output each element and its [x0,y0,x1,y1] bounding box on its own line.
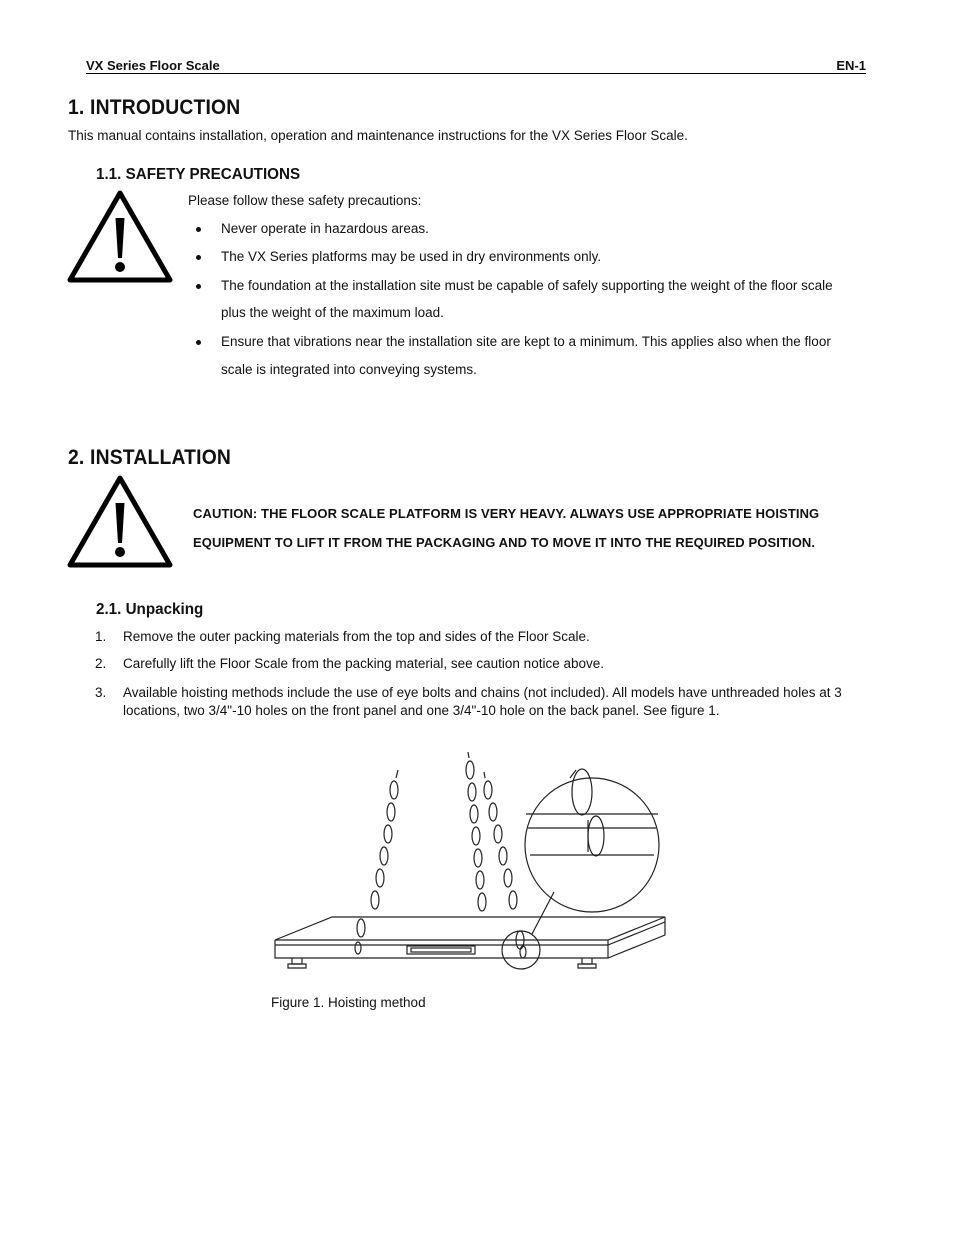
list-item-continuation: scale is integrated into conveying systems. [221,362,477,377]
step-text: Remove the outer packing materials from the top and sides of the Floor Scale. [123,629,590,644]
step-number: 1. [95,629,107,644]
safety-lead: Please follow these safety precautions: [188,193,422,208]
step-text: Carefully lift the Floor Scale from the packing material, see caution notice above. [123,656,604,671]
subsection-heading-safety: 1.1. SAFETY PRECAUTIONS [96,166,301,183]
subsection-heading-unpacking: 2.1. Unpacking [96,601,204,618]
section-heading-installation: 2. INSTALLATION [68,446,232,469]
bullet-marker [196,255,201,260]
header-divider [86,73,866,74]
bullet-marker [196,284,201,289]
step-text: Available hoisting methods include the use of eye bolts and chains (not included). All models have unthreaded holes at 3 [123,685,842,700]
running-header-title: VX Series Floor Scale [86,58,220,73]
caution-line: CAUTION: THE FLOOR SCALE PLATFORM IS VERY HEAVY. ALWAYS USE APPROPRIATE HOISTING [193,506,820,521]
step-number: 2. [95,656,107,671]
bullet-marker [196,340,201,345]
step-number: 3. [95,685,107,700]
list-item: Never operate in hazardous areas. [221,221,429,236]
warning-triangle-icon [66,473,174,571]
list-item: The VX Series platforms may be used in dry environments only. [221,249,602,264]
list-item-continuation: plus the weight of the maximum load. [221,305,444,320]
page-number: EN-1 [836,58,866,73]
intro-paragraph: This manual contains installation, operation and maintenance instructions for the VX Series Floor Scale. [68,128,688,143]
warning-triangle-icon [66,188,174,286]
figure-caption: Figure 1. Hoisting method [271,995,426,1010]
hoisting-figure [270,750,670,980]
list-item: The foundation at the installation site must be capable of safely supporting the weight of the floor scale [221,278,833,293]
step-text-continuation: locations, two 3/4"-10 holes on the front panel and one 3/4"-10 hole on the back panel. See figure 1. [123,703,720,718]
list-item: Ensure that vibrations near the installation site are kept to a minimum. This applies also when the floor [221,334,831,349]
bullet-marker [196,227,201,232]
caution-notice [193,499,819,557]
caution-line: EQUIPMENT TO LIFT IT FROM THE PACKAGING AND TO MOVE IT INTO THE REQUIRED POSITION. [193,535,816,550]
section-heading-introduction: 1. INTRODUCTION [68,96,241,119]
